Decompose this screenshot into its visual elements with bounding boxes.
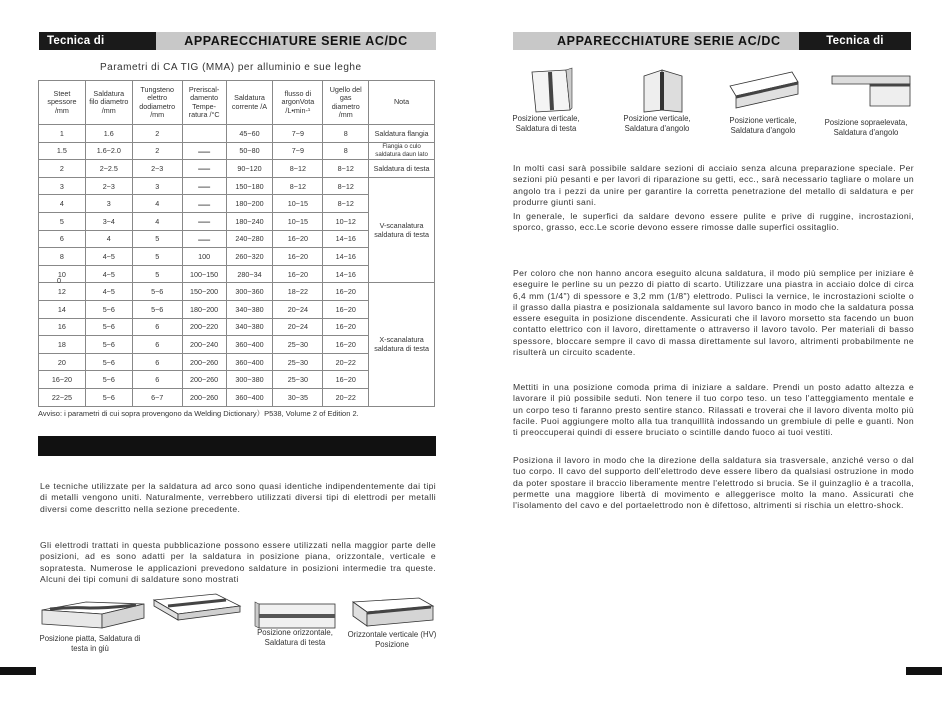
page-tab-marker [0,667,36,675]
right-header-bar [513,32,911,65]
table-cell: 8 [323,125,369,143]
horizontal-vertical-weld-illustration [349,596,435,630]
table-cell: 340~380 [226,318,273,336]
table-cell: 16 [39,318,86,336]
table-cell: — [182,212,226,230]
table-cell: 150~180 [226,177,273,195]
table-cell: — [182,177,226,195]
table-cell: 1.5 [39,142,86,160]
table-cell: 200~260 [182,371,226,389]
table-cell: 20~24 [273,300,323,318]
table-cell: 8 [323,142,369,160]
table-cell: 14~16 [323,248,369,266]
table-cell: 5~6 [85,353,132,371]
table-cell: 100~150 [182,265,226,283]
col-header: Saldatura corrente /A [226,81,273,125]
table-cell: 25~30 [273,371,323,389]
table-cell: 3 [39,177,86,195]
table-cell: 2 [132,142,182,160]
vertical-butt-weld-illustration [528,66,574,114]
table-cell: 5~6 [85,300,132,318]
parameters-table [38,80,435,407]
note-cell: Flangia o culo saldatura daun lato [369,142,435,160]
table-cell: 6 [39,230,86,248]
table-cell: 1.6~2.0 [85,142,132,160]
table-footnote: Avviso: i parametri di cui sopra provengono da Welding Dictionary）P538, Volume 2 of Edition 2. [38,409,359,418]
table-cell: 5~6 [132,300,182,318]
table-cell: 4~5 [85,265,132,283]
col-header: Ugello del gas diametro /mm [323,81,369,125]
table-cell: 280~34 [226,265,273,283]
table-cell: 340~380 [226,300,273,318]
figure-caption: Posizione verticale, Saldatura di testa [512,114,580,133]
table-cell: 1 [39,125,86,143]
table-cell: 300~380 [226,371,273,389]
table-cell: 4~5 [85,248,132,266]
table-header-row [39,81,435,125]
table-row [39,125,435,143]
table-cell: 4 [39,195,86,213]
table-cell: 360~400 [226,336,273,354]
table-cell: 360~400 [226,353,273,371]
table-cell: 14 [39,300,86,318]
table-cell: 4 [85,230,132,248]
table-cell: 240~280 [226,230,273,248]
table-cell: 5~6 [85,336,132,354]
table-cell: 6 [132,371,182,389]
table-cell: 5~6 [85,371,132,389]
table-cell: 180~200 [226,195,273,213]
table-cell: 2 [132,125,182,143]
table-cell: — [182,195,226,213]
table-cell: 16~20 [323,300,369,318]
table-cell: 5 [132,230,182,248]
section-label: Tecnica di saldatura [39,32,156,50]
figure-caption: Orizzontale verticale (HV) Posizione [347,630,437,649]
table-cell: 5 [132,248,182,266]
table-cell: 150~200 [182,283,226,301]
table-cell: 5 [132,265,182,283]
col-header: Tungsteno elettro dodiametro /mm [132,81,182,125]
table-cell: 200~260 [182,388,226,406]
page-title: APPARECCHIATURE SERIE AC/DC [513,32,799,50]
figure-caption: Posizione sopraelevata, Saldatura d'angolo [824,118,908,137]
figure-caption: Posizione verticale, Saldatura d'angolo [623,114,691,133]
table-cell: 20~24 [273,318,323,336]
table-cell: 20~22 [323,388,369,406]
table-cell: 5 [39,212,86,230]
col-header: Saldatura filo diametro /mm [85,81,132,125]
table-row [39,177,435,195]
paragraph: In molti casi sarà possibile saldare sezioni di acciaio senza alcuna preparazione speciale. Per sezioni più pesanti e per lavori di riparazione su getti, ecc., sarà necessario tagliare o molare un angolo tra i pezzi da unire per garantire la corretta penetrazione del metallo di saldatura e per produrre giunti sani. [513,163,914,207]
table-cell: 6 [132,336,182,354]
table-cell: 16~20 [273,230,323,248]
table-cell: 10~12 [323,212,369,230]
table-cell: 4 [132,195,182,213]
left-header-bar [39,32,436,65]
table-cell: 260~320 [226,248,273,266]
col-header: Preriscal-damento Tempe-ratura /°C [182,81,226,125]
table-cell: — [182,142,226,160]
table-cell: 16~20 [273,248,323,266]
table-cell: 20 [39,353,86,371]
table-cell: 2~2.5 [85,160,132,178]
table-cell: — [182,160,226,178]
table-cell: 180~240 [226,212,273,230]
table-cell: 14~16 [323,230,369,248]
table-cell: 5~6 [85,318,132,336]
vertical-fillet-weld-illustration-2 [722,68,802,112]
table-cell: 10~15 [273,212,323,230]
table-cell: 8~12 [323,195,369,213]
table-cell: 8~12 [323,177,369,195]
table-cell: 2~3 [132,160,182,178]
table-cell: 18 [39,336,86,354]
table-cell: 180~200 [182,300,226,318]
col-header: flusso di argonVota /L•min-¹ [273,81,323,125]
col-header: Steet spessore /mm [39,81,86,125]
table-cell: 8~12 [323,160,369,178]
black-divider-band [38,436,436,456]
table-cell: 8~12 [273,177,323,195]
table-cell: 1.6 [85,125,132,143]
table-cell [182,125,226,143]
table-row [39,283,435,301]
col-header: Nota [369,81,435,125]
table-cell: — [182,230,226,248]
table-cell: 7~9 [273,142,323,160]
table-cell: 50~80 [226,142,273,160]
note-cell: Saldatura flangia [369,125,435,143]
table-cell: 18~22 [273,283,323,301]
table-cell: 7~9 [273,125,323,143]
table-cell: 200~220 [182,318,226,336]
flat-weld-illustration-2 [150,592,242,626]
table-cell: 16~20 [273,265,323,283]
paragraph: Le tecniche utilizzate per la saldatura ad arco sono quasi identiche indipendentemente dai tipi di metalli vengono uniti. Naturalmente, verrebbero utilizzati diversi tipi di elettrodi per metalli diversi come descritto nella sezione precedente. [40,481,436,514]
table-cell: 2~3 [85,177,132,195]
horizontal-butt-weld-illustration [253,598,339,632]
section-label: Tecnica di saldatura [799,32,911,50]
figure-caption: Posizione verticale, Saldatura d'angolo [729,116,797,135]
table-cell: 90~120 [226,160,273,178]
table-cell: 6 [132,318,182,336]
table-row [39,142,435,160]
stray-digit: 0 [57,275,61,285]
table-body [39,125,435,407]
table-cell: 16~20 [323,283,369,301]
table-cell: 300~360 [226,283,273,301]
table-cell: 4 [132,212,182,230]
paragraph: Per coloro che non hanno ancora eseguito alcuna saldatura, il modo più semplice per iniziare è eseguire le perline su un pezzo di piatto di scarto. Utilizzare una piastra in acciaio dolce di circa 6,4 mm (1/4") di spessore e 3,2 mm (1/8") elettrodo. Pulisci la vernice, le incrostazioni sciolte o il grasso dalla piastra e posizionala saldamente sul lavoro banco in modo che la saldatura possa essere eseguita in posizione discendente. Assicurati che il lavoro morsetto sta facendo un buon contatto elettrico con il lavoro, direttamente o attraverso il lavoro tavolo. Per materiali di basso spessore, bloccare sempre il cavo di massa direttamente sul lavoro, altrimenti probabilmente ne risulterà un circuito scadente. [513,268,914,358]
table-cell: 12 [39,283,86,301]
table-cell: 5~6 [132,283,182,301]
page-title: APPARECCHIATURE SERIE AC/DC [156,32,436,50]
overhead-fillet-weld-illustration [830,72,914,114]
flat-butt-weld-illustration [40,598,146,632]
note-cell: X-scanalatura saldatura di testa [369,283,435,406]
table-cell: 100 [182,248,226,266]
table-cell: 6 [132,353,182,371]
figure-caption: Posizione orizzontale, Saldatura di testa [257,628,333,647]
table-cell: 8~12 [273,160,323,178]
table-cell: 200~260 [182,353,226,371]
table-cell: 3 [85,195,132,213]
table-cell: 16~20 [323,371,369,389]
note-cell: V-scanalatura saldatura di testa [369,177,435,283]
table-cell: 10~15 [273,195,323,213]
cell-value: 10 [57,269,66,279]
table-cell: 25~30 [273,353,323,371]
table-cell: 16~20 [323,318,369,336]
paragraph: Posiziona il lavoro in modo che la direzione della saldatura sia trasversale, anziché verso o dal tuo corpo. Il cavo del supporto dell'elettrodo deve essere libero da qualsiasi ostruzione in modo da poter spostare il braccio liberamente mentre l'elettrodo si brucia. Se il guinzaglio è a tracolla, permette una maggiore libertà di movimento e alleggerisce molto la mano. Assicurati che l'isolamento del cavo e del portaelettrodo non è difettoso, altrimenti si rischia un elettro-shock. [513,455,914,511]
table-cell: 30~35 [273,388,323,406]
table-cell: 8 [39,248,86,266]
page-tab-marker [906,667,942,675]
paragraph: In generale, le superfici da saldare devono essere pulite e prive di ruggine, incrostazioni, sporco, grasso, ecc.Le scorie devono essere rimosse dalle superfici ossitaglio. [513,211,914,233]
figure-caption: Posizione piatta, Saldatura di testa in giù [39,634,141,653]
table-title: Parametri di CA TIG (MMA) per alluminio e sue leghe [100,62,362,73]
vertical-fillet-weld-illustration [640,66,686,114]
paragraph: Mettiti in una posizione comoda prima di iniziare a saldare. Prendi un posto adatto altezza e lavorare il più possibile seduti. Non tenere il tuo corpo teso. un teso l'atteggiamento mentale e un corpo teso ti faranno presto sentire stanco. Rilassati e troverai che il lavoro diventa molto più facile. Puoi aggiungere molto alla tua tranquillità indossando un grembiule di pelle e guanti. Non ti preoccuperai quindi di essere bruciato o scintille dando fuoco ai tuoi vestiti. [513,382,914,438]
table-cell: 45~60 [226,125,273,143]
table-cell: 4~5 [85,283,132,301]
table-cell: 3~4 [85,212,132,230]
table-cell: 3 [132,177,182,195]
table-cell [39,265,86,283]
table-cell: 2 [39,160,86,178]
note-cell: Saldatura di testa [369,160,435,178]
table-cell: 16~20 [323,336,369,354]
paragraph: Gli elettrodi trattati in questa pubblicazione possono essere utilizzati nella maggior parte delle posizioni, ad es sono adatti per la saldatura in posizione piana, orizzontale, verticale e sopratesta. Numerose le applicazioni prevedono saldature in posizioni intermedie tra queste. Alcuni dei tipi comuni di saldature sono mostrati [40,540,436,584]
table-cell: 200~240 [182,336,226,354]
table-cell: 25~30 [273,336,323,354]
table-cell: 22~25 [39,388,86,406]
table-cell: 14~16 [323,265,369,283]
table-cell: 6~7 [132,388,182,406]
table-row [39,160,435,178]
table-cell: 20~22 [323,353,369,371]
table-cell: 16~20 [39,371,86,389]
table-cell: 5~6 [85,388,132,406]
table-cell: 360~400 [226,388,273,406]
